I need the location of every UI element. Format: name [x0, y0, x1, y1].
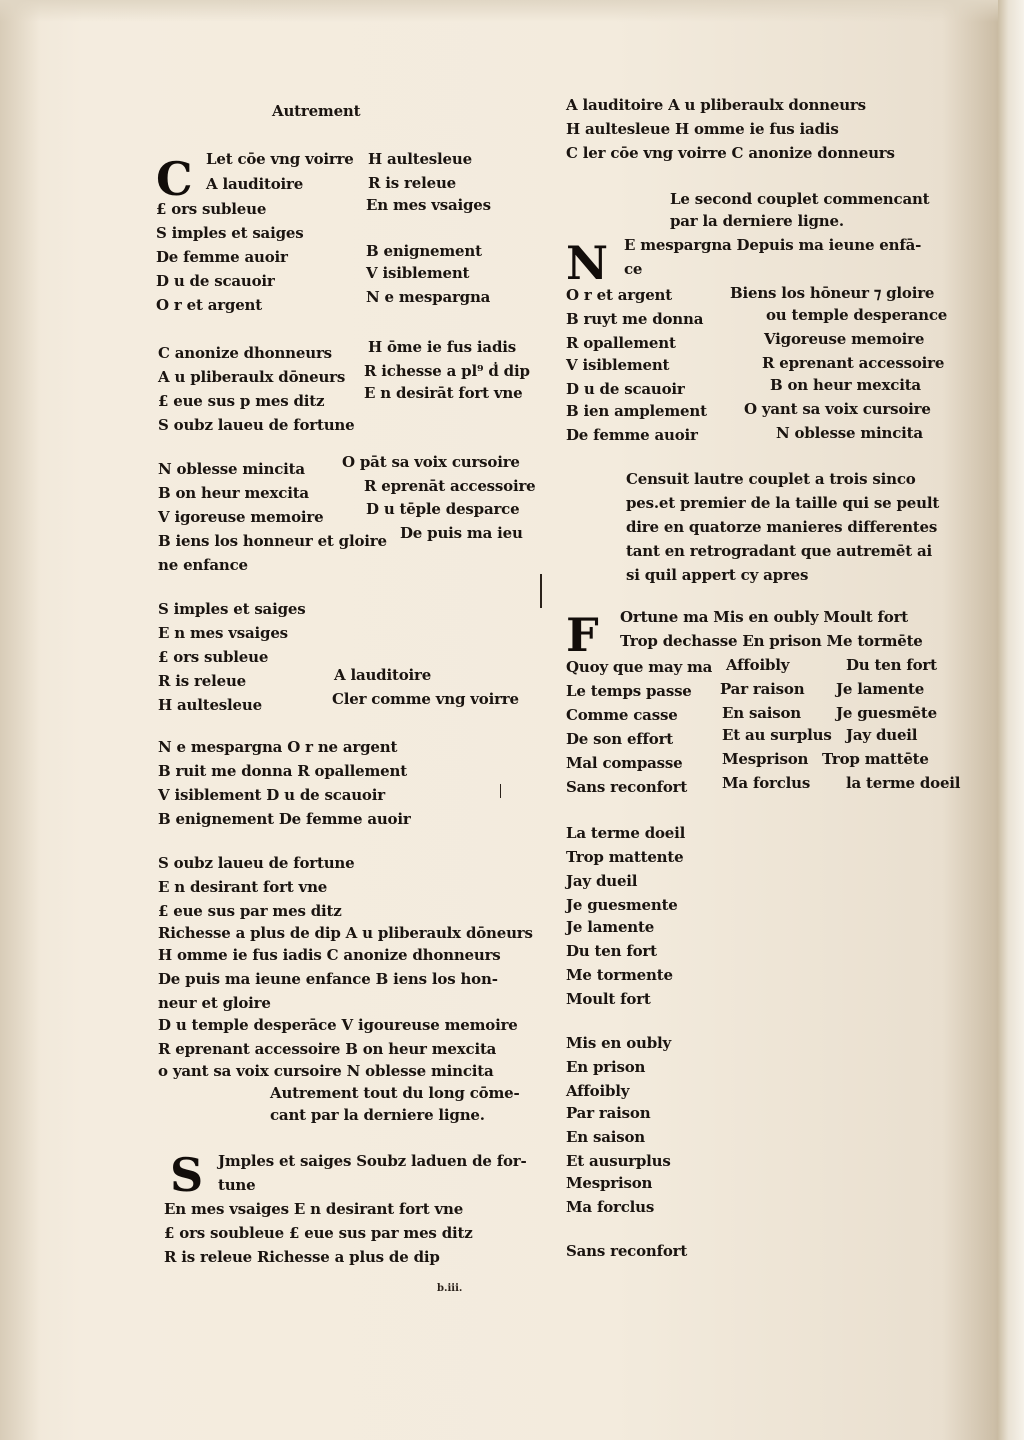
right-stanza3-row-3c: Jay dueil: [846, 726, 918, 744]
stanza6-line-6: neur et gloire: [158, 994, 271, 1012]
stanza6-line-7: D u temple desperāce V igoureuse memoire: [158, 1016, 518, 1034]
right-list2-item-1: En prison: [566, 1058, 646, 1076]
right-stanza2-row-6b: N oblesse mincita: [776, 424, 923, 442]
right-stanza3-row-2b: En saison: [722, 704, 801, 722]
stanza1-row-5b: V isiblement: [366, 264, 470, 282]
stanza3-row-3a: B iens los honneur et gloire: [158, 532, 387, 550]
left-note-line-1: cant par la derniere ligne.: [270, 1106, 485, 1124]
stanza6-line-3: Richesse a plus de dip A u pliberaulx dōneurs: [158, 924, 533, 942]
stanza4-row-2a: £ ors subleue: [158, 648, 269, 666]
right-last-line: Sans reconfort: [566, 1242, 688, 1260]
right-stanza2-second: ce: [624, 260, 643, 278]
stanza3-row-0b: O pāt sa voix cursoire: [342, 453, 520, 471]
right-stanza1-line-0: A lauditoire A u pliberaulx donneurs: [566, 96, 866, 114]
right-stanza2-row-4a: D u de scauoir: [566, 380, 685, 398]
right-stanza3-row-1b: Par raison: [720, 680, 805, 698]
stanza2-row-1a: A u pliberaulx dōneurs: [158, 368, 346, 386]
stanza4-row-3a: R is releue: [158, 672, 246, 690]
right-note2-line-2: dire en quatorze manieres differentes: [626, 518, 938, 536]
right-list2-item-6: Mesprison: [566, 1174, 653, 1192]
stanza3-row-1a: B on heur mexcita: [158, 484, 309, 502]
right-stanza3-row-4a: Mal compasse: [566, 754, 683, 772]
right-stanza3-row-1c: Je lamente: [836, 680, 925, 698]
stanza4-row-3b: A lauditoire: [334, 666, 432, 684]
right-stanza2-row-1a: B ruyt me donna: [566, 310, 704, 328]
initial-cap-f: F: [566, 608, 599, 662]
right-stanza2-row-0b: Biens los hōneur ⁊ gloire: [730, 284, 935, 302]
stanza5-line-0: N e mespargna O r ne argent: [158, 738, 398, 756]
right-stanza2-row-6a: De femme auoir: [566, 426, 698, 444]
right-stanza1-line-1: H aultesleue H omme ie fus iadis: [566, 120, 839, 138]
top-edge: [0, 0, 1024, 22]
right-list2-item-2: Affoibly: [566, 1082, 630, 1100]
right-stanza3-row-5b: Ma forclus: [722, 774, 811, 792]
stanza6-line-8: R eprenant accessoire B on heur mexcita: [158, 1040, 497, 1058]
right-stanza3-second: Trop dechasse En prison Me tormēte: [620, 632, 923, 650]
right-stanza2-row-0a: O r et argent: [566, 286, 672, 304]
stanza6-line-0: S oubz laueu de fortune: [158, 854, 355, 872]
folio-signature: b.iii.: [437, 1283, 463, 1294]
stanza3-row-4a: ne enfance: [158, 556, 248, 574]
stanza7-line-2: En mes vsaiges E n desirant fort vne: [164, 1200, 464, 1218]
right-stanza2-row-4b: B on heur mexcita: [770, 376, 921, 394]
initial-cap-c: C: [156, 152, 193, 206]
stanza2-row-2b: E n desirāt fort vne: [364, 384, 523, 402]
stanza2-row-3a: S oubz laueu de fortune: [158, 416, 355, 434]
right-list1-item-3: Je guesmente: [566, 896, 678, 914]
stanza1-row-3a: S imples et saiges: [156, 224, 304, 242]
stanza1-row-2b: En mes vsaiges: [366, 196, 491, 214]
right-stanza3-row-4b: Mesprison: [722, 750, 809, 768]
stanza3-row-2b: D u tēple desparce: [366, 500, 520, 518]
right-stanza3-row-3b: Et au surplus: [722, 726, 832, 744]
stanza4-row-1a: E n mes vsaiges: [158, 624, 288, 642]
stanza1-row-1b: R is releue: [368, 174, 456, 192]
right-stanza3-row-0c: Du ten fort: [846, 656, 937, 674]
stanza6-line-2: £ eue sus par mes ditz: [158, 902, 342, 920]
stanza6-line-5: De puis ma ieune enfance B iens los hon-: [158, 970, 498, 988]
stanza5-line-3: B enignement De femme auoir: [158, 810, 411, 828]
right-note2-line-1: pes.et premier de la taille qui se peult: [626, 494, 940, 512]
stanza4-row-4a: H aultesleue: [158, 696, 262, 714]
stanza1-row-4b: B enignement: [366, 242, 482, 260]
stanza3-row-3b: De puis ma ieu: [400, 524, 523, 542]
stanza1-row-6a: O r et argent: [156, 296, 262, 314]
initial-cap-n: N: [566, 236, 609, 290]
stanza7-line-1: tune: [218, 1176, 256, 1194]
right-list1-item-0: La terme doeil: [566, 824, 686, 842]
stanza1-row-1a: A lauditoire: [206, 175, 304, 193]
right-stanza2-row-2b: Vigoreuse memoire: [764, 330, 925, 348]
right-note2-line-3: tant en retrogradant que autremēt ai: [626, 542, 932, 560]
right-stanza3-row-2a: Comme casse: [566, 706, 678, 724]
stanza1-row-4a: De femme auoir: [156, 248, 288, 266]
left-note-line-0: Autrement tout du long cōme-: [270, 1084, 520, 1102]
right-list2-item-5: Et ausurplus: [566, 1152, 671, 1170]
stanza2-row-2a: £ eue sus p mes ditz: [158, 392, 325, 410]
right-stanza2-row-5b: O yant sa voix cursoire: [744, 400, 931, 418]
stanza6-line-9: o yant sa voix cursoire N oblesse mincita: [158, 1062, 494, 1080]
stanza2-row-0a: C anonize dhonneurs: [158, 344, 332, 362]
right-note2-line-4: si quil appert cy apres: [626, 566, 809, 584]
right-list1-item-1: Trop mattente: [566, 848, 684, 866]
stanza3-row-2a: V igoreuse memoire: [158, 508, 324, 526]
right-list2-item-4: En saison: [566, 1128, 645, 1146]
stanza4-row-4b: Cler comme vng voirre: [332, 690, 519, 708]
right-list2-item-0: Mis en oubly: [566, 1034, 672, 1052]
right-stanza3-row-3a: De son effort: [566, 730, 674, 748]
right-stanza2-row-5a: B ien amplement: [566, 402, 707, 420]
right-stanza3-row-0a: Quoy que may ma: [566, 658, 713, 676]
right-stanza3-row-4c: Trop mattēte: [822, 750, 929, 768]
right-stanza3-first: Ortune ma Mis en oubly Moult fort: [620, 608, 909, 626]
stanza1-row-5a: D u de scauoir: [156, 272, 275, 290]
stanza7-line-0: Jmples et saiges Soubz laduen de for-: [218, 1152, 527, 1170]
stanza1-row-2a: £ ors subleue: [156, 200, 267, 218]
right-stanza2-row-2a: R opallement: [566, 334, 676, 352]
stray-mark: [500, 784, 501, 798]
stanza2-row-1b: R ichesse a pl⁹ ḋ dip: [364, 362, 530, 380]
right-stanza2-row-3b: R eprenant accessoire: [762, 354, 945, 372]
stanza6-line-1: E n desirant fort vne: [158, 878, 328, 896]
gutter-shadow: [0, 0, 40, 1440]
right-list2-item-7: Ma forclus: [566, 1198, 655, 1216]
initial-cap-s: S: [170, 1148, 204, 1202]
right-list1-item-4: Je lamente: [566, 918, 655, 936]
stanza1-row-0b: H aultesleue: [368, 150, 472, 168]
stanza3-row-1b: R eprenāt accessoire: [364, 477, 536, 495]
stanza2-row-0b: H ōme ie fus iadis: [368, 338, 516, 356]
stanza1-row-0a: Let cōe vng voirre: [206, 150, 354, 168]
right-stanza2-row-3a: V isiblement: [566, 356, 670, 374]
right-stanza3-row-5c: la terme doeil: [846, 774, 961, 792]
stanza7-line-4: R is releue Richesse a plus de dip: [164, 1248, 440, 1266]
heading-autrement: Autrement: [272, 102, 361, 120]
right-note1-line-0: Le second couplet commencant: [670, 190, 930, 208]
right-note2-line-0: Censuit lautre couplet a trois sinco: [626, 470, 916, 488]
stanza5-line-1: B ruit me donna R opallement: [158, 762, 407, 780]
stanza1-row-6b: N e mespargna: [366, 288, 491, 306]
stanza7-line-3: £ ors soubleue £ eue sus par mes ditz: [164, 1224, 473, 1242]
right-list2-item-3: Par raison: [566, 1104, 651, 1122]
gutter-mark: [540, 574, 542, 608]
right-stanza1-line-2: C ler cōe vng voirre C anonize donneurs: [566, 144, 895, 162]
right-stanza2-row-1b: ou temple desperance: [766, 306, 948, 324]
right-list1-item-2: Jay dueil: [566, 872, 638, 890]
stanza5-line-2: V isiblement D u de scauoir: [158, 786, 385, 804]
stanza6-line-4: H omme ie fus iadis C anonize dhonneurs: [158, 946, 501, 964]
right-stanza3-row-0b: Affoibly: [726, 656, 790, 674]
right-stanza3-row-2c: Je guesmēte: [836, 704, 937, 722]
stanza4-row-0a: S imples et saiges: [158, 600, 306, 618]
right-list1-item-7: Moult fort: [566, 990, 651, 1008]
right-stanza2-first: E mespargna Depuis ma ieune enfā-: [624, 236, 922, 254]
stanza3-row-0a: N oblesse mincita: [158, 460, 305, 478]
page-right-edge: [998, 0, 1024, 1440]
right-list1-item-5: Du ten fort: [566, 942, 657, 960]
right-stanza3-row-1a: Le temps passe: [566, 682, 692, 700]
right-list1-item-6: Me tormente: [566, 966, 673, 984]
right-note1-line-1: par la derniere ligne.: [670, 212, 844, 230]
right-stanza3-row-5a: Sans reconfort: [566, 778, 688, 796]
